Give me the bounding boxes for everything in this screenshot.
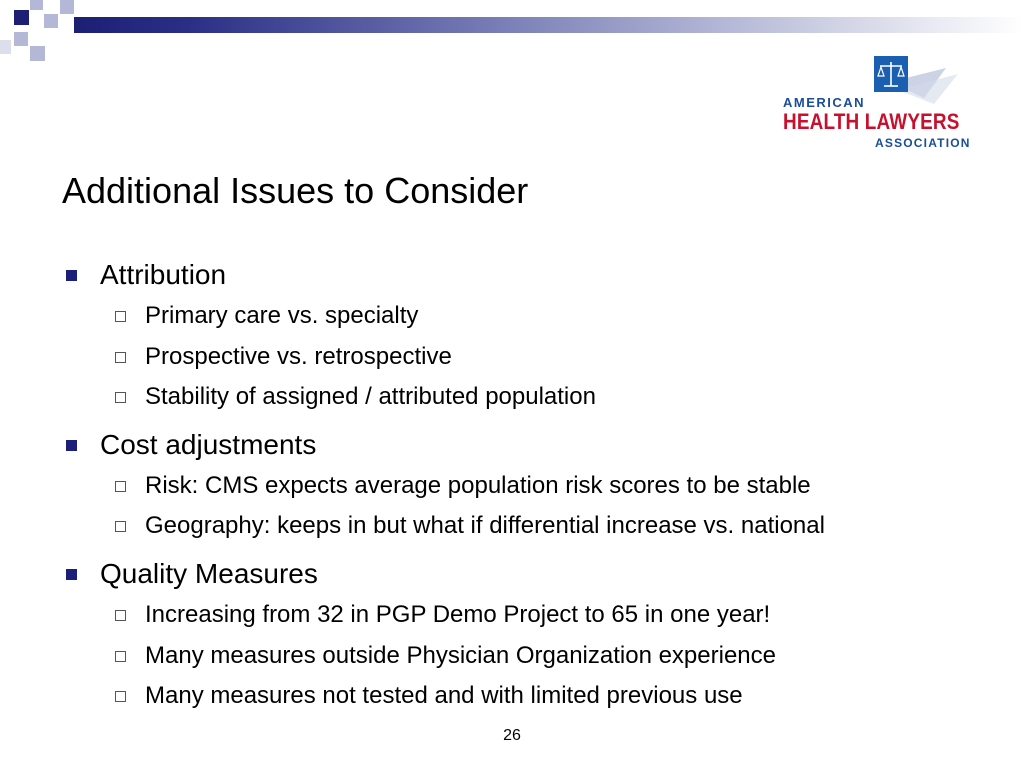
bullet-list: [62, 254, 1012, 717]
square-bullet-icon: [66, 270, 77, 281]
square-bullet-icon: [66, 440, 77, 451]
hollow-square-bullet-icon: [115, 610, 126, 621]
sub-bullet-text: Prospective vs. retrospective: [145, 342, 452, 370]
bullet-text: Cost adjustments: [100, 428, 317, 460]
sub-bullet-text: Geography: keeps in but what if differential increase vs. national: [145, 512, 825, 540]
sub-bullet-item: [62, 377, 1012, 418]
hollow-square-bullet-icon: [115, 481, 126, 492]
sub-bullet-item: [62, 676, 1012, 717]
bullet-item: [62, 553, 1012, 595]
sub-bullet-text: Many measures not tested and with limited previous use: [145, 682, 743, 710]
decorative-square: [14, 32, 28, 46]
sub-bullet-item: [62, 636, 1012, 677]
logo-text-line2: HEALTH LAWYERS: [783, 109, 960, 134]
sub-bullet-item: [62, 466, 1012, 507]
hollow-square-bullet-icon: [115, 352, 126, 363]
slide-title: Additional Issues to Consider: [62, 170, 529, 211]
page-number: 26: [503, 727, 521, 744]
sub-bullet-text: Stability of assigned / attributed population: [145, 383, 596, 411]
logo-text-line3: ASSOCIATION: [875, 136, 971, 150]
sub-bullet-text: Many measures outside Physician Organization experience: [145, 641, 776, 669]
sub-bullet-item: [62, 296, 1012, 337]
decorative-square: [0, 40, 11, 54]
hollow-square-bullet-icon: [115, 311, 126, 322]
decorative-square: [44, 14, 58, 28]
hollow-square-bullet-icon: [115, 392, 126, 403]
decorative-square: [30, 0, 43, 10]
bullet-item: [62, 424, 1012, 466]
hollow-square-bullet-icon: [115, 521, 126, 532]
hollow-square-bullet-icon: [115, 691, 126, 702]
decorative-square: [30, 46, 45, 61]
bullet-item: [62, 254, 1012, 296]
sub-bullet-text: Increasing from 32 in PGP Demo Project to 65 in one year!: [145, 600, 771, 628]
decorative-square: [60, 0, 74, 14]
sub-bullet-item: [62, 595, 1012, 636]
header-gradient-bar: [74, 17, 1024, 33]
square-bullet-icon: [66, 569, 77, 580]
hollow-square-bullet-icon: [115, 651, 126, 662]
decorative-square: [14, 10, 29, 25]
logo: [778, 52, 980, 152]
sub-bullet-item: [62, 506, 1012, 547]
sub-bullet-text: Primary care vs. specialty: [145, 302, 419, 329]
bullet-text: Attribution: [100, 259, 227, 290]
sub-bullet-text: Risk: CMS expects average population risk scores to be stable: [145, 471, 811, 499]
logo-text-line1: AMERICAN: [783, 95, 866, 110]
bullet-text: Quality Measures: [100, 557, 318, 589]
sub-bullet-item: [62, 337, 1012, 378]
